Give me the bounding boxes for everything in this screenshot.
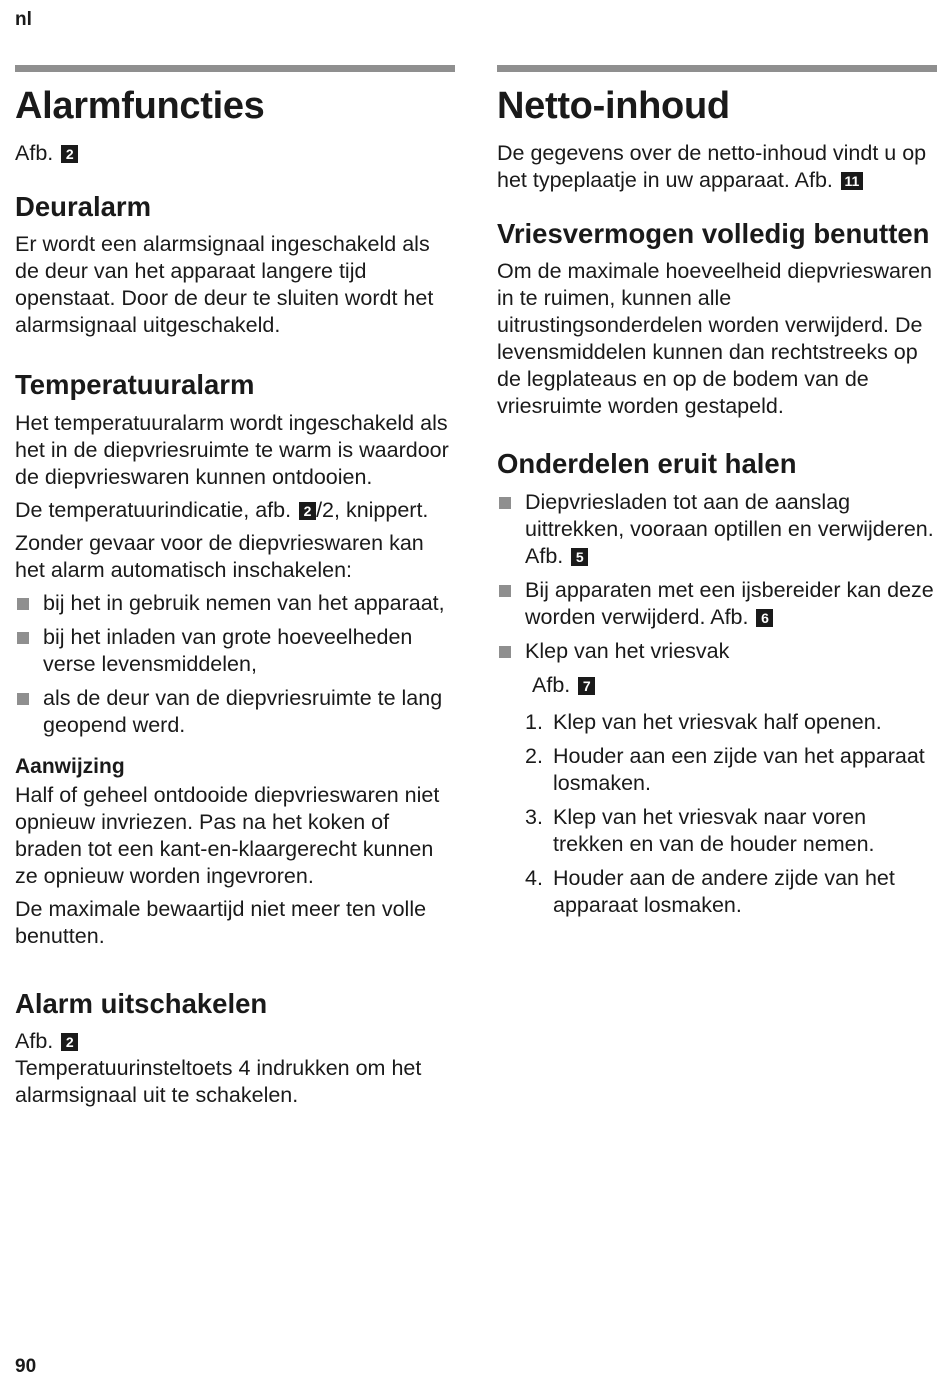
afb-label: Afb.	[532, 672, 571, 697]
square-bullet-icon	[17, 632, 29, 644]
figure-number-box: 2	[61, 145, 78, 163]
list-item	[15, 590, 455, 617]
figure-reference	[15, 140, 455, 167]
right-column	[497, 65, 937, 926]
list-item-text: Diepvriesladen tot aan de aanslag uittrekken, vooraan optillen en verwijderen. Afb.	[525, 489, 934, 568]
square-bullet-icon	[17, 693, 29, 705]
zonder-gevaar-text: Zonder gevaar voor de diepvrieswaren kan het alarm automatisch inschakelen:	[15, 530, 424, 582]
deuralarm-text: Er wordt een alarmsignaal ingeschakeld als de deur van het apparaat langere tijd openstaat. Door de deur te sluiten wordt het alarmsignaal uitgeschakeld.	[15, 232, 434, 338]
onderdelen-list	[497, 489, 937, 665]
temperatuuralarm-text: Het temperatuuralarm wordt ingeschakeld als het in de diepvriesruimte te warm is waardoor de diepvrieswaren kunnen ontdooien.	[15, 410, 449, 489]
list-item-text: als de deur van de diepvriesruimte te lang geopend werd.	[43, 685, 443, 737]
step-text: Houder aan de andere zijde van het apparaat losmaken.	[553, 865, 895, 917]
step-item	[525, 804, 937, 858]
step-item	[525, 865, 937, 919]
afb-label: Afb.	[15, 140, 54, 165]
onderdelen-heading: Onderdelen eruit halen	[497, 448, 797, 480]
square-bullet-icon	[17, 598, 29, 610]
alarmfuncties-title: Alarmfuncties	[15, 85, 265, 127]
square-bullet-icon	[499, 497, 511, 509]
list-item-text: Klep van het vriesvak	[525, 638, 730, 663]
step-text: Klep van het vriesvak naar voren trekken en van de houder nemen.	[553, 804, 875, 856]
step-number: 4.	[525, 865, 543, 890]
figure-reference	[15, 1028, 455, 1055]
square-bullet-icon	[499, 585, 511, 597]
temperatuuralarm-heading: Temperatuuralarm	[15, 369, 255, 401]
aanwijzing-heading: Aanwijzing	[15, 754, 125, 778]
netto-inhoud-title: Netto-inhoud	[497, 85, 730, 127]
list-item	[497, 577, 937, 631]
list-item-text: Bij apparaten met een ijsbereider kan deze worden verwijderd. Afb.	[525, 577, 934, 629]
figure-number-box: 2	[61, 1033, 78, 1051]
list-item	[15, 624, 455, 678]
list-item	[15, 685, 455, 739]
step-number: 3.	[525, 804, 543, 829]
list-item	[497, 489, 937, 570]
deuralarm-heading: Deuralarm	[15, 190, 152, 222]
vriesvermogen-text: Om de maximale hoeveelheid diepvrieswaren in te ruimen, kunnen alle uitrustingsonderdelen worden verwijderd. De levensmiddelen kunnen dan rechtstreeks op de legplateaus en op de bodem van de vriesruimte worden gestapeld.	[497, 259, 932, 419]
alarm-uitschakelen-heading: Alarm uitschakelen	[15, 987, 268, 1019]
afb-label: Afb.	[794, 167, 833, 192]
section-rule	[15, 65, 455, 72]
left-column	[15, 65, 455, 1115]
step-number: 1.	[525, 709, 543, 734]
figure-number-box: 6	[756, 609, 773, 627]
step-item	[525, 743, 937, 797]
figure-number-box: 7	[578, 677, 595, 695]
figure-number-box: 5	[571, 548, 588, 566]
klep-steps-list	[525, 709, 937, 919]
aanwijzing-text: Half of geheel ontdooide diepvrieswaren niet opnieuw invriezen. Pas na het koken of braden tot een kant-en-klaargerecht kunnen ze opnieuw worden ingevroren.	[15, 782, 440, 888]
netto-inhoud-text	[497, 140, 937, 194]
step-text: Klep van het vriesvak half openen.	[553, 709, 882, 734]
temperatuurindicatie-post: /2, knippert.	[316, 497, 429, 522]
list-item-text: bij het in gebruik nemen van het apparaat,	[43, 590, 445, 615]
list-item	[497, 638, 937, 665]
step-item	[525, 709, 937, 736]
language-code: nl	[15, 9, 32, 30]
temperatuurindicatie-text	[15, 497, 455, 524]
alarm-uitschakelen-text: Temperatuurinsteltoets 4 indrukken om het alarmsignaal uit te schakelen.	[15, 1056, 422, 1108]
square-bullet-icon	[499, 646, 511, 658]
figure-reference	[497, 672, 937, 699]
figure-number-box: 2	[299, 502, 316, 520]
alarm-conditions-list	[15, 590, 455, 739]
afb-label: Afb.	[15, 1029, 54, 1054]
temperatuurindicatie-pre: De temperatuurindicatie, afb.	[15, 497, 292, 522]
page-number: 90	[15, 1356, 37, 1377]
netto-inhoud-body: De gegevens over de netto-inhoud vindt u op het typeplaatje in uw apparaat.	[497, 140, 927, 192]
list-item-text: bij het inladen van grote hoeveelheden verse levensmiddelen,	[43, 624, 413, 676]
bewaartijd-text: De maximale bewaartijd niet meer ten volle benutten.	[15, 896, 427, 948]
section-rule	[497, 65, 937, 72]
vriesvermogen-heading: Vriesvermogen volledig benutten	[497, 217, 930, 249]
figure-number-box: 11	[841, 172, 863, 190]
step-number: 2.	[525, 743, 543, 768]
step-text: Houder aan een zijde van het apparaat losmaken.	[553, 743, 925, 795]
